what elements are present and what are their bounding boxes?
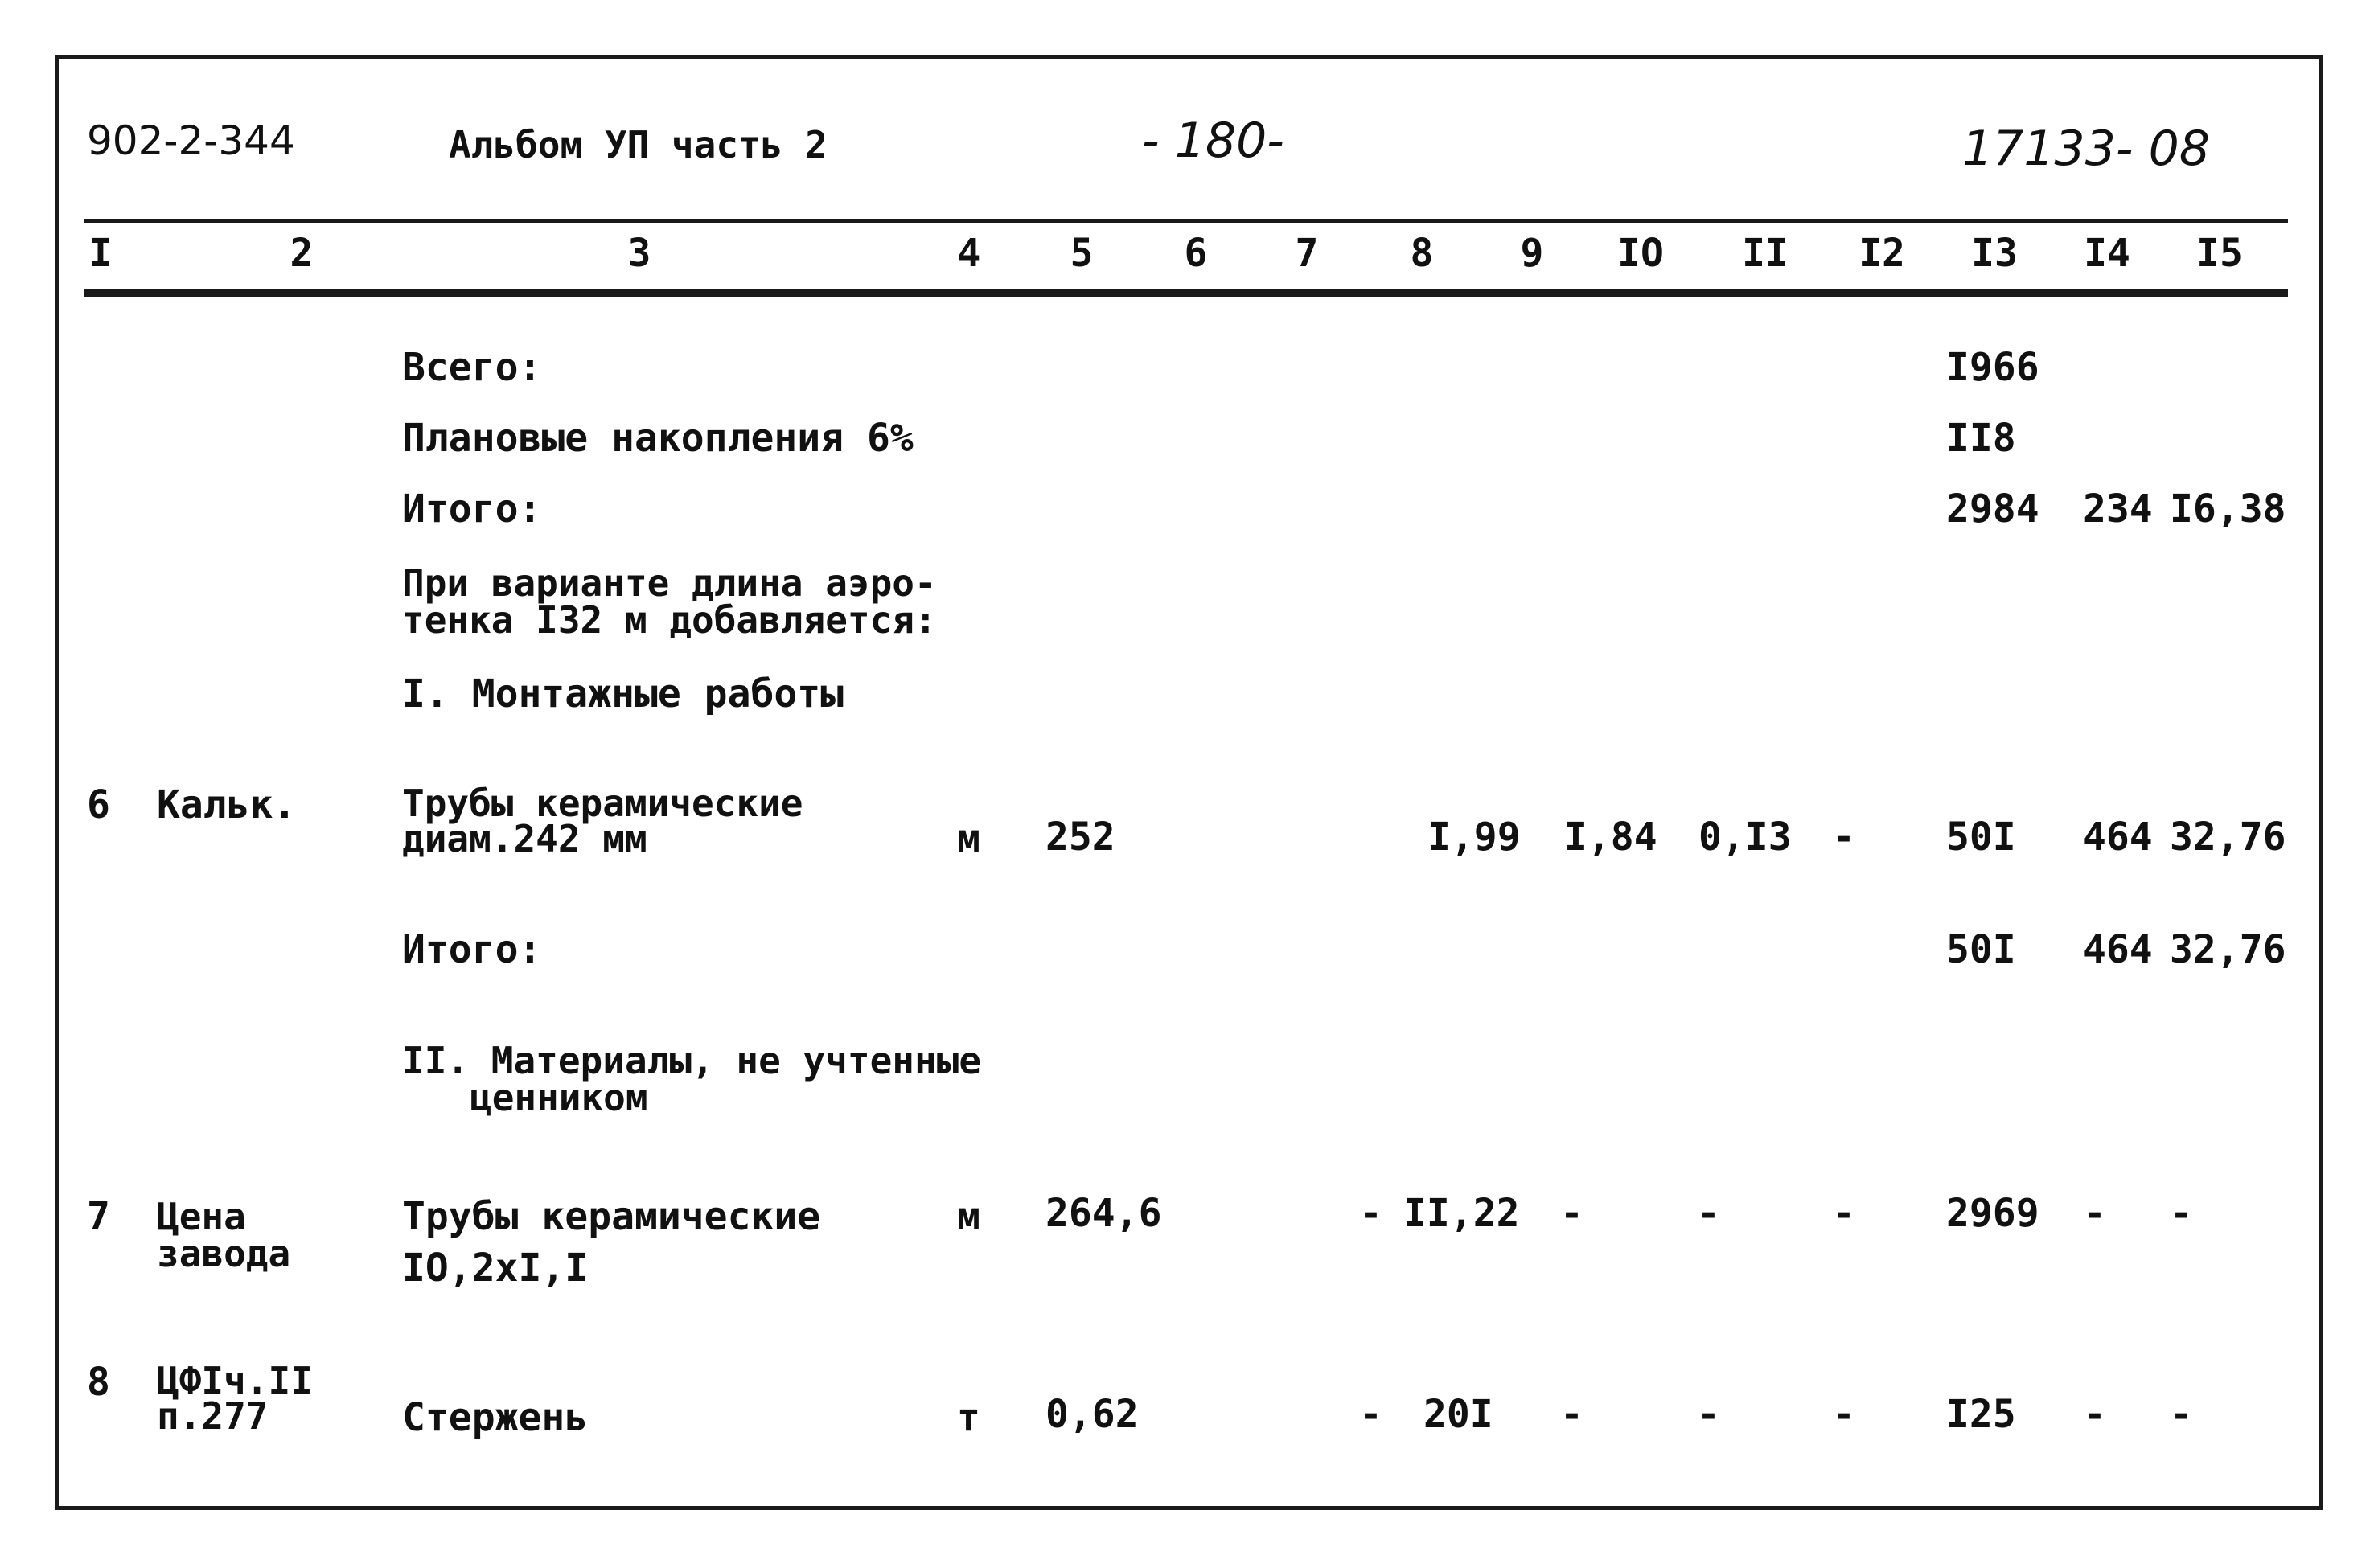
row-source: Кальк.	[157, 782, 297, 827]
row-unit: м	[957, 1194, 980, 1239]
header-top-rule	[84, 219, 2288, 223]
row-quantity: 0,62	[1045, 1392, 1139, 1437]
row-col13: 50I	[1946, 815, 2016, 860]
row-col10: I,84	[1564, 815, 1657, 860]
row-col9: II,22	[1403, 1191, 1520, 1236]
header-bottom-rule	[84, 289, 2288, 297]
row-source-line1: ЦФIч.II	[157, 1359, 313, 1402]
row-col10: -	[1560, 1392, 1583, 1437]
doc-number: 17133- 08	[1962, 121, 2210, 177]
col-header-14: I4	[2084, 231, 2130, 276]
row-col15: -	[2170, 1191, 2193, 1236]
subtotal-value-13: 2984	[1946, 486, 2039, 532]
row-number: 6	[87, 782, 110, 827]
row-quantity: 252	[1045, 815, 1115, 860]
row-number: 8	[87, 1360, 110, 1405]
row-col9: 20I	[1423, 1392, 1493, 1437]
col-header-9: 9	[1520, 231, 1544, 276]
subtotal-value-14: 234	[2083, 486, 2153, 532]
row-name: Стержень	[402, 1395, 589, 1440]
row-col9: I,99	[1427, 815, 1521, 860]
col-header-10: IO	[1617, 231, 1664, 276]
subtotal-2-label: Итого:	[402, 927, 542, 972]
row-col8: -	[1359, 1392, 1382, 1437]
row-col15: -	[2170, 1392, 2193, 1437]
row-number: 7	[87, 1194, 110, 1239]
col-header-7: 7	[1295, 231, 1319, 276]
planned-savings-value-13: II8	[1946, 416, 2016, 461]
col-header-4: 4	[957, 231, 981, 276]
row-name-line2: диам.242 мм	[402, 817, 647, 860]
col-header-12: I2	[1859, 231, 1905, 276]
row-col11: 0,I3	[1698, 815, 1792, 860]
col-header-2: 2	[290, 231, 314, 276]
row-name-line1: Трубы керамические	[402, 1194, 821, 1239]
row-unit: м	[957, 816, 980, 861]
row-unit: т	[957, 1395, 980, 1440]
row-col11: -	[1697, 1191, 1720, 1236]
album-title: Альбом УП часть 2	[449, 123, 828, 166]
row-col14: -	[2083, 1191, 2106, 1236]
document-code: 902-2-344	[87, 117, 295, 164]
row-col13: I25	[1946, 1392, 2016, 1437]
subtotal-2-col13: 50I	[1946, 927, 2016, 972]
row-col15: 32,76	[2170, 815, 2286, 860]
row-source-line2: п.277	[157, 1394, 269, 1438]
col-header-3: 3	[627, 231, 651, 276]
col-header-6: 6	[1184, 231, 1208, 276]
subtotal-value-15: I6,38	[2170, 486, 2286, 532]
row-col8: -	[1359, 1191, 1382, 1236]
row-col14: -	[2083, 1392, 2106, 1437]
row-name-line1: Трубы керамические	[402, 782, 803, 825]
row-source-line2: завода	[157, 1232, 291, 1275]
col-header-13: I3	[1971, 231, 2018, 276]
row-name-line2: IO,2xI,I	[402, 1246, 589, 1291]
row-quantity: 264,6	[1045, 1191, 1162, 1236]
row-col12: -	[1832, 815, 1855, 860]
total-value-13: I966	[1946, 345, 2039, 390]
row-col10: -	[1560, 1191, 1583, 1236]
planned-savings-label: Плановые накопления 6%	[402, 416, 914, 461]
row-source-line1: Цена	[157, 1195, 246, 1238]
section-title-materials-line1: II. Материалы, не учтенные	[402, 1039, 982, 1082]
row-col13: 2969	[1946, 1191, 2039, 1236]
row-col12: -	[1832, 1392, 1855, 1437]
col-header-8: 8	[1410, 231, 1434, 276]
subtotal-label: Итого:	[402, 486, 542, 532]
variant-note-line2: тенка I32 м добавляется:	[402, 598, 937, 642]
section-title-installation: I. Монтажные работы	[402, 671, 844, 716]
col-header-15: I5	[2196, 231, 2243, 276]
row-col14: 464	[2083, 815, 2153, 860]
subtotal-2-col14: 464	[2083, 927, 2153, 972]
subtotal-2-col15: 32,76	[2170, 927, 2286, 972]
section-title-materials-line2: ценником	[470, 1076, 648, 1119]
row-col11: -	[1697, 1392, 1720, 1437]
variant-note-line1: При варианте длина аэро-	[402, 561, 937, 605]
row-col12: -	[1832, 1191, 1855, 1236]
page-number: - 180-	[1142, 113, 1284, 169]
col-header-1: I	[88, 231, 113, 276]
col-header-5: 5	[1070, 231, 1094, 276]
col-header-11: II	[1742, 231, 1789, 276]
total-label: Всего:	[402, 345, 542, 390]
